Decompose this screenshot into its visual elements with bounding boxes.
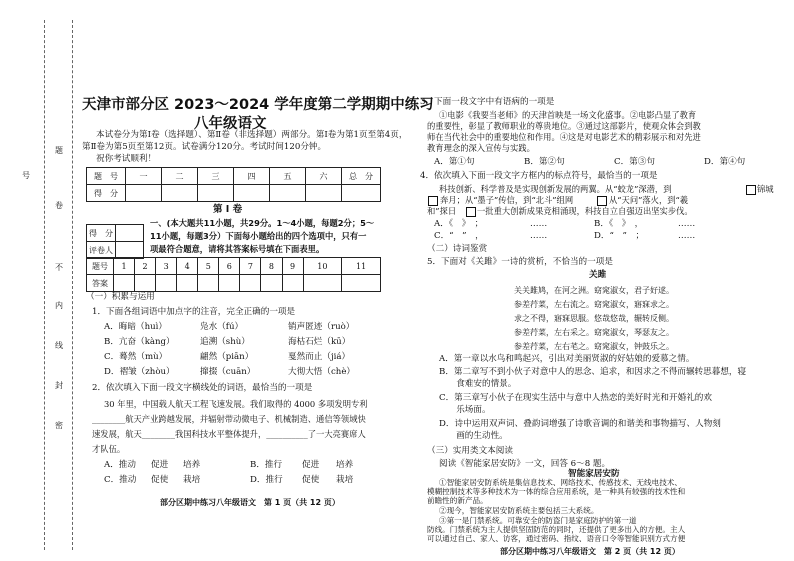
option-d-word-3: 大彻大悟（chè） — [288, 367, 355, 377]
q5-option-c: C．第三章写小伙子在现实生活中与意中人热恋的美好时光和开婚礼的欢 — [439, 393, 712, 403]
score-cell — [198, 185, 234, 202]
option-c-word-2: 翩然（piān） — [200, 352, 254, 362]
answer-row-label: 答案 — [87, 275, 114, 292]
q2-passage-line-3: 速发展，航天________我国科技水平整体提升，__________了一大亮赛席人 — [92, 429, 366, 439]
score-header-cell: 二 — [162, 168, 198, 185]
q5-option-a: A．第一章以水鸟和鸣起兴，引出对美丽贤淑的好姑娘的爱慕之情。 — [439, 354, 695, 364]
poem-line: 参差荇菜，左右流之。窈窕淑女，寤寐求之。 — [514, 300, 674, 309]
q2-option-b-2: 促进 — [302, 460, 320, 470]
answer-cell — [156, 275, 177, 292]
q5-option-d-cont: 画的生动性。 — [439, 431, 508, 441]
grader-name-label: 评卷人 — [87, 242, 116, 259]
grader-table — [86, 224, 144, 259]
q3-text-line-3: 师在当代社会中的重要地位和作用。④这是对电影艺术的精彩展示和对先进 — [427, 132, 701, 142]
q4-text-part-5: 和”探日 — [427, 206, 457, 216]
q2-option-d-2: 促使 — [302, 475, 320, 485]
score-header-cell: 四 — [234, 168, 270, 185]
intro-line-2: 第Ⅱ卷为第5页至第12页。试卷满分120分。考试时间120分钟。 — [82, 142, 327, 152]
punctuation-box — [746, 185, 756, 195]
answer-header-cell: 9 — [282, 258, 303, 275]
answer-header-cell: 7 — [240, 258, 261, 275]
binding-line-inner — [72, 20, 73, 550]
answer-cell — [135, 275, 156, 292]
score-cell — [126, 185, 162, 202]
answer-header-cell: 2 — [135, 258, 156, 275]
q3-text-line-1: ①电影《我要当老师》的天津首映是一场文化盛事。②电影凸显了教育 — [439, 110, 697, 120]
score-cell — [234, 185, 270, 202]
q2-option-a-3: 培养 — [183, 460, 201, 470]
page-footer: 部分区期中练习八年级语文 第 2 页（共 12 页） — [500, 547, 680, 556]
score-header-cell: 总 分 — [342, 168, 381, 185]
score-table — [86, 167, 381, 202]
margin-char: 卷 — [55, 201, 63, 210]
score-header-cell: 一 — [126, 168, 162, 185]
reading-intro: 阅读《智能家居安防》一文，回答 6～8 题。 — [439, 459, 611, 469]
margin-char: 内 — [55, 301, 63, 310]
q2-option-c-3: 栽培 — [183, 475, 201, 485]
part-title: 第 Ⅰ 卷 — [213, 204, 243, 215]
q5-option-d: D．诗中运用双声词、叠韵词增强了诗歌音调的和谐美和事物描写、人物刻 — [439, 419, 721, 429]
option-d-word-2: 撺掇（cuān） — [200, 367, 256, 377]
question-5: 5．下面对《关雎》一诗的赏析，不恰当的一项是 — [427, 257, 613, 267]
option-a-word-2: 凫水（fú） — [200, 322, 244, 332]
option-a-word-3: 销声匿迹（ruò） — [288, 322, 355, 332]
margin-char: 线 — [55, 341, 63, 350]
q2-passage-line-1: 30 年里，中国载人航天工程飞速发展。我们取得的 4000 多项发明专利 — [104, 399, 368, 409]
option-b-word-3: 海枯石烂（kū） — [288, 337, 351, 347]
q4-option-a-ellipsis: …… — [530, 219, 548, 229]
q3-option-c: C．第③句 — [614, 157, 655, 167]
question-2: 2．依次填入下面一段文字横线处的词语，最恰当的一项是 — [92, 383, 313, 393]
q2-option-d-3: 栽培 — [336, 475, 354, 485]
article-line: ③第一是门禁系统。可靠安全的防盗门是家庭防护的第一道 — [439, 516, 637, 525]
margin-char: 不 — [55, 263, 63, 272]
answer-header-cell: 题号 — [87, 258, 114, 275]
q4-option-c-ellipsis: …… — [530, 231, 548, 241]
q3-text-line-4: 教育理念的深入宣传与实践。 — [427, 143, 535, 153]
score-cell — [270, 185, 306, 202]
answer-header-cell: 6 — [219, 258, 240, 275]
option-d-word-1: D．褶皱（zhòu） — [104, 367, 175, 377]
score-cell — [162, 185, 198, 202]
question-3: 3．下面一段文字中有语病的一项是 — [420, 97, 555, 107]
margin-char: 封 — [55, 381, 63, 390]
section-heading: （三）实用类文本阅读 — [427, 446, 513, 456]
score-cell — [342, 185, 381, 202]
option-c-word-1: C．蓦然（mù） — [104, 352, 168, 362]
answer-cell — [342, 275, 381, 292]
instruction-line-1: 一、(本大题共11小题，共29分。1～4小题，每题2分；5～ — [150, 218, 375, 228]
score-table-header-row — [87, 168, 381, 185]
q4-text-part-3: 奔月；从“墨子”传信，到“北斗”组网 — [440, 195, 574, 205]
poem-line: 参差荇菜，左右采之。窈窕淑女，琴瑟友之。 — [514, 328, 674, 337]
answer-cell — [240, 275, 261, 292]
q3-option-d: D．第④句 — [704, 157, 746, 167]
question-1: 1．下面各组词语中加点字的注音，完全正确的一项是 — [92, 307, 296, 317]
answer-header-cell: 1 — [114, 258, 135, 275]
section-heading: （二）诗词鉴赏 — [427, 244, 488, 254]
question-4: 4．依次填入下面一段文字方框内的标点符号，最恰当的一项是 — [420, 171, 658, 181]
margin-char: 号 — [22, 171, 30, 180]
q2-option-c-1: C．推动 — [104, 475, 137, 485]
answer-cell — [177, 275, 198, 292]
article-line: 防线。门禁系统为主人提供坚固防范的同时，还提供了更多出入的方便。主人 — [427, 525, 686, 534]
option-c-word-3: 戛然而止（jiá） — [288, 352, 351, 362]
answer-cell — [114, 275, 135, 292]
q2-option-b-3: 培养 — [336, 460, 354, 470]
q5-option-c-cont: 乐场面。 — [439, 405, 491, 415]
option-b-word-1: B．亢奋（kàng） — [104, 337, 175, 347]
q3-option-a: A．第①句 — [434, 157, 475, 167]
option-a-word-1: A．晦暗（huì） — [104, 322, 167, 332]
score-table-score-row — [87, 185, 381, 202]
score-cell — [306, 185, 342, 202]
q3-option-b: B．第②句 — [524, 157, 565, 167]
answer-header-cell: 8 — [261, 258, 282, 275]
q4-text-part-2: 锦城 — [757, 184, 774, 194]
answer-cell — [219, 275, 240, 292]
answer-cell — [282, 275, 303, 292]
q2-option-b-1: B．推行 — [250, 460, 283, 470]
q5-option-b: B．第二章写不到小伙子对意中人的思念、追求，和因求之不得而辗转思暮想，寝 — [439, 367, 747, 377]
grader-score-cell — [116, 225, 144, 242]
article-line: 可以通过自己、家人、访客，通过密码、指纹、语音口令等智能识别方式方便 — [427, 534, 686, 543]
q4-option-b-marks: B．《 》 ， — [594, 219, 644, 229]
q2-option-a-2: 促进 — [151, 460, 169, 470]
poem-line: 关关雎鸠，在河之洲。窈窕淑女，君子好逑。 — [514, 286, 674, 295]
q4-option-d-marks: D．“ ” ； — [594, 231, 645, 241]
answer-header-cell: 5 — [198, 258, 219, 275]
q2-passage-line-4: 才队伍。 — [92, 444, 126, 454]
intro-line-3: 祝你考试顺利！ — [96, 154, 157, 164]
answer-table-header-row — [87, 258, 381, 275]
margin-char: 题 — [55, 146, 63, 155]
q3-text-line-2: 的重要性，彰显了教师职业的尊贵地位。③通过这部影片，使观众体会到教 — [427, 121, 701, 131]
instruction-line-3: 项最符合题意，请将其答案标号填在下面表里。 — [150, 244, 325, 254]
answer-header-cell: 3 — [156, 258, 177, 275]
q2-passage-line-2: ________航天产业跨越发展，并辐射带动微电子、机械制造、通信等领域快 — [92, 414, 366, 424]
q4-text-part-1: 科技创新、科学普及是实现创新发展的两翼。从“蛟龙”深潜，到 — [439, 184, 672, 194]
punctuation-box — [466, 207, 476, 217]
q5-option-b-cont: 食难安的情景。 — [439, 379, 517, 389]
exam-title: 天津市部分区 2023～2024 学年度第二学期期中练习 — [82, 97, 434, 113]
grader-score-label: 得 分 — [87, 225, 116, 242]
q4-text-part-4: 从“天问”落火，到“羲 — [609, 195, 689, 205]
q4-option-b-ellipsis: …… — [678, 219, 696, 229]
exam-subtitle: 八年级语文 — [194, 116, 267, 132]
section-heading: （一）积累与运用 — [86, 292, 155, 302]
poem-title: 关雎 — [589, 270, 607, 280]
score-header-cell: 六 — [306, 168, 342, 185]
grader-name-cell — [116, 242, 144, 259]
q4-option-d-ellipsis: …… — [678, 231, 696, 241]
binding-line-outer — [44, 20, 45, 550]
score-row-label: 得 分 — [87, 185, 126, 202]
article-line: ②现今，智能家居安防系统主要包括三大系统。 — [439, 506, 599, 515]
intro-line-1: 本试卷分为第Ⅰ卷（选择题）、第Ⅱ卷（非选择题）两部分。第Ⅰ卷为第1页至第4页， — [96, 130, 408, 140]
poem-line: 求之不得，寤寐思服。悠哉悠哉，辗转反侧。 — [514, 314, 674, 323]
answer-table-answer-row — [87, 275, 381, 292]
page-footer: 部分区期中练习八年级语文 第 1 页（共 12 页） — [160, 498, 340, 507]
score-header-cell: 五 — [270, 168, 306, 185]
instruction-line-2: 11小题，每题3分）下面每小题给出的四个选项中，只有一 — [150, 231, 367, 241]
answer-header-cell: 10 — [303, 258, 342, 275]
q4-option-c-marks: C．“ ” ， — [434, 231, 484, 241]
answer-header-cell: 4 — [177, 258, 198, 275]
article-line: 模糊控制技术等多种技术为一体的综合应用系统，是一种具有较强的技术性和 — [427, 487, 686, 496]
article-line: 前瞻性的新产品。 — [427, 496, 488, 505]
option-b-word-2: 追溯（shù） — [200, 337, 250, 347]
score-header-cell: 题 号 — [87, 168, 126, 185]
answer-header-cell: 11 — [342, 258, 381, 275]
article-title: 智能家居安防 — [568, 469, 620, 479]
margin-char: 密 — [55, 421, 63, 430]
answer-table — [86, 257, 381, 292]
q4-option-a-marks: A．《 》 ； — [434, 219, 484, 229]
q4-text-part-6: 一批重大创新成果竞相涌现，科技自立自强迈出坚实步伐。 — [477, 206, 693, 216]
score-header-cell: 三 — [198, 168, 234, 185]
answer-cell — [261, 275, 282, 292]
answer-cell — [303, 275, 342, 292]
article-line: ①智能家居安防系统是集信息技术、网络技术、传感技术、无线电技术、 — [439, 478, 682, 487]
q2-option-c-2: 促使 — [151, 475, 169, 485]
poem-line: 参差荇菜，左右芼之。窈窕淑女，钟鼓乐之。 — [514, 342, 674, 351]
answer-cell — [198, 275, 219, 292]
q2-option-d-1: D．推行 — [250, 475, 283, 485]
q2-option-a-1: A．推动 — [104, 460, 136, 470]
